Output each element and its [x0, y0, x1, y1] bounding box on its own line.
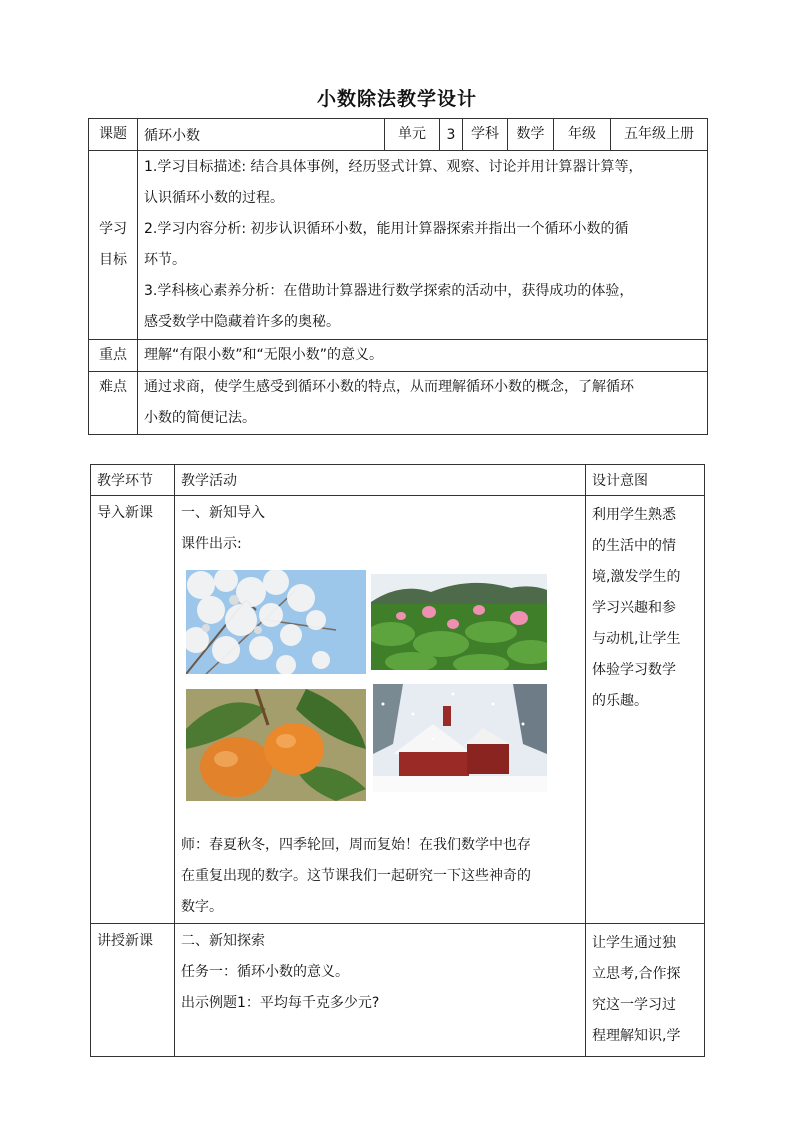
col-purpose-header: 设计意图: [586, 465, 705, 496]
difficulty-line-a: 通过求商，使学生感受到循环小数的特点，从而理解循环小数的概念，了解循环: [144, 379, 634, 395]
stage-new: 讲授新课: [91, 924, 175, 1057]
purpose-intro: [586, 496, 705, 924]
spring-blossom-photo: [186, 570, 366, 674]
activity-intro-teacher-line-2: 在重复出现的数字。这节课我们一起研究一下这些神奇的: [181, 868, 531, 884]
grade-value: 五年级上册: [611, 119, 708, 151]
goals-label-line-1: 学习: [99, 221, 127, 237]
info-row-difficulty: [89, 372, 708, 435]
info-row-key: [89, 340, 708, 372]
activity-intro-heading: 一、新知导入: [181, 505, 265, 521]
purpose-new-line: 让学生通过独: [592, 935, 676, 951]
activity-intro-slide-label: 课件出示:: [181, 536, 242, 552]
col-activity-header: 教学活动: [175, 465, 586, 496]
activity-intro-teacher-line-1: 师：春夏秋冬，四季轮回，周而复始！在我们数学中也存: [181, 837, 531, 853]
autumn-persimmon-photo: [186, 689, 366, 801]
winter-snow-photo: [373, 684, 547, 792]
purpose-intro-line: 的乐趣。: [592, 693, 648, 709]
activity-new: [175, 924, 586, 1057]
purpose-intro-line: 利用学生熟悉: [592, 507, 676, 523]
purpose-intro-line: 体验学习数学: [592, 662, 676, 678]
goals-label: [89, 151, 138, 340]
difficulty-label: 难点: [89, 372, 138, 435]
activity-intro-teacher-line-3: 数字。: [181, 899, 223, 915]
document-title: 小数除法教学设计: [316, 88, 477, 110]
info-row-topic: [89, 119, 708, 151]
plan-row-new: [91, 924, 705, 1057]
difficulty-line-b: 小数的简便记法。: [144, 410, 256, 426]
season-photos: [181, 564, 579, 824]
purpose-intro-line: 学习兴趣和参: [592, 600, 676, 616]
purpose-new-line: 究这一学习过: [592, 997, 676, 1013]
goal-2-line-b: 环节。: [144, 252, 186, 268]
plan-row-intro: [91, 496, 705, 924]
goal-1-line-b: 认识循环小数的过程。: [144, 190, 284, 206]
goal-3-line-b: 感受数学中隐藏着许多的奥秘。: [144, 314, 340, 330]
teaching-plan-table: [90, 464, 705, 1057]
purpose-new-line: 立思考,合作探: [592, 966, 681, 982]
purpose-intro-line: 境,激发学生的: [592, 569, 681, 585]
purpose-new-line: 程理解知识,学: [592, 1028, 681, 1044]
goal-2-line-a: 2.学习内容分析: 初步认识循环小数，能用计算器探索并指出一个循环小数的循: [144, 221, 629, 237]
activity-new-heading: 二、新知探索: [181, 933, 265, 949]
col-stage-header: 教学环节: [91, 465, 175, 496]
activity-new-task: 任务一：循环小数的意义。: [181, 964, 349, 980]
difficulty-content: [138, 372, 708, 435]
course-info-table: [88, 118, 708, 435]
grade-label: 年级: [554, 119, 611, 151]
goal-3-line-a: 3.学科核心素养分析：在借助计算器进行数学探索的活动中，获得成功的体验，: [144, 283, 634, 299]
unit-value: 3: [440, 119, 463, 151]
info-row-goals: [89, 151, 708, 340]
subject-value: 数学: [508, 119, 554, 151]
plan-header-row: [91, 465, 705, 496]
stage-intro: 导入新课: [91, 496, 175, 924]
goals-content: [138, 151, 708, 340]
key-value: 理解“有限小数”和“无限小数”的意义。: [138, 340, 708, 372]
key-label: 重点: [89, 340, 138, 372]
purpose-new: [586, 924, 705, 1057]
activity-intro: [175, 496, 586, 924]
goal-1-line-a: 1.学习目标描述: 结合具体事例，经历竖式计算、观察、讨论并用计算器计算等，: [144, 159, 643, 175]
purpose-intro-line: 与动机,让学生: [592, 631, 681, 647]
topic-label: 课题: [89, 119, 138, 151]
summer-lotus-photo: [371, 574, 547, 670]
purpose-intro-line: 的生活中的情: [592, 538, 676, 554]
unit-label: 单元: [385, 119, 440, 151]
activity-new-example: 出示例题1：平均每千克多少元?: [181, 995, 380, 1011]
subject-label: 学科: [463, 119, 508, 151]
goals-label-line-2: 目标: [99, 252, 127, 268]
topic-value: 循环小数: [138, 119, 385, 151]
